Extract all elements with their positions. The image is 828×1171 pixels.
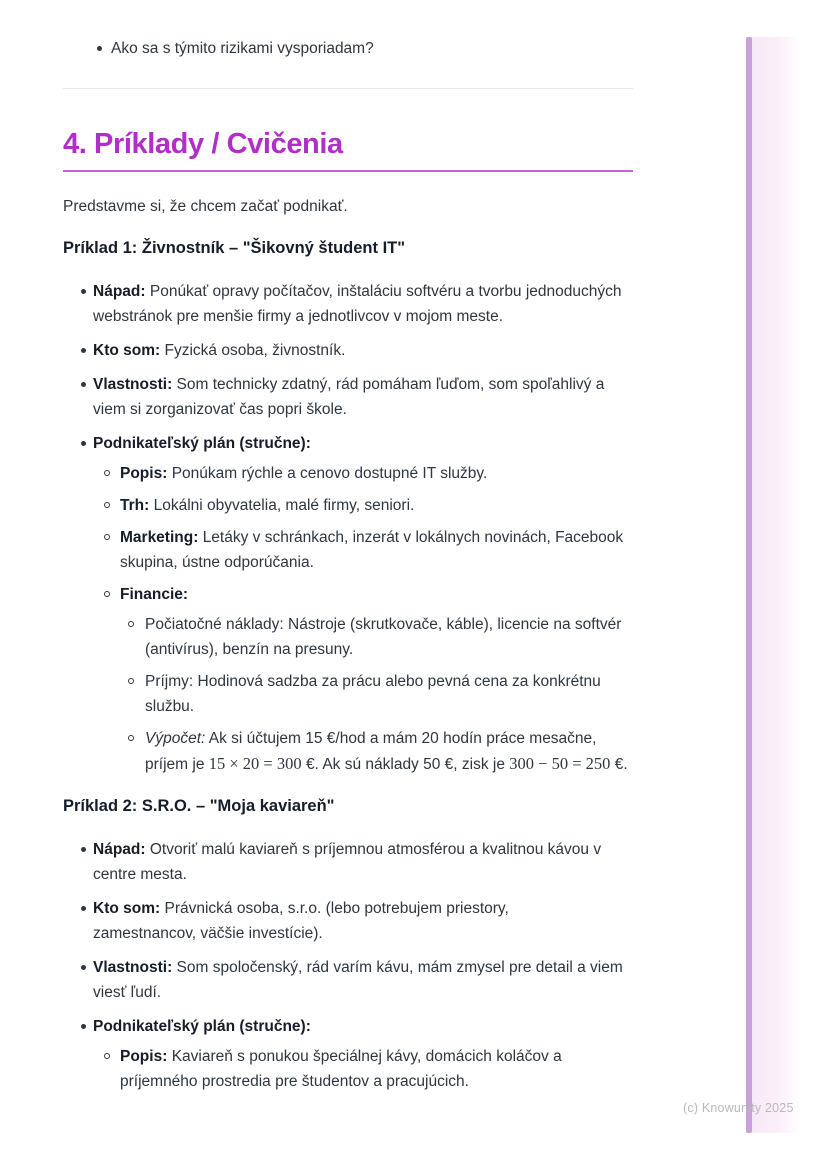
math-expression: 300 − 50 = 250 xyxy=(509,754,611,773)
list-item-kto-som xyxy=(93,896,573,946)
list-item-vypocet xyxy=(145,726,633,777)
item-text: Počiatočné náklady: Nástroje (skrutkovače, káble), licencie na softvér (antivírus), benzín na presuny. xyxy=(145,616,622,658)
list-item-vlastnosti xyxy=(93,372,633,422)
list-item-popis xyxy=(120,461,633,486)
item-label-italic: Výpočet: xyxy=(145,730,206,747)
item-text: Fyzická osoba, živnostník. xyxy=(164,342,346,359)
example-2-title: Príklad 2: S.R.O. – "Moja kaviareň" xyxy=(63,797,335,815)
item-text: Lokálni obyvatelia, malé firmy, seniori. xyxy=(153,497,415,514)
item-text: Právnická osoba, s.r.o. (lebo potrebujem priestory, zamestnancov, väčšie investície). xyxy=(93,900,509,942)
item-label: Popis: xyxy=(120,465,168,482)
item-label: Vlastnosti: xyxy=(93,376,173,393)
example-1-title: Príklad 1: Živnostník – "Šikovný študent IT" xyxy=(63,239,406,257)
item-label: Nápad: xyxy=(93,841,146,858)
item-label: Kto som: xyxy=(93,342,161,359)
item-text: Letáky v schránkach, inzerát v lokálnych novinách, Facebook skupina, ústne odporúčania. xyxy=(120,529,624,571)
item-text: Kaviareň s ponukou špeciálnej kávy, domácich koláčov a príjemného prostredia pre študentov a pracujúcich. xyxy=(120,1048,562,1090)
item-text: Som technicky zdatný, rád pomáham ľuďom, som spoľahlivý a viem si zorganizovať čas popri škole. xyxy=(93,376,605,418)
document-content xyxy=(63,0,633,1103)
item-text: Som spoločenský, rád varím kávu, mám zmysel pre detail a viem viesť ľudí. xyxy=(93,959,623,1001)
list-item-marketing xyxy=(120,525,633,575)
list-item-naklady xyxy=(145,612,633,662)
item-text: Ponúkať opravy počítačov, inštaláciu softvéru a tvorbu jednoduchých webstránok pre menšie firmy a jednotlivcov v mojom meste. xyxy=(93,283,622,325)
item-label: Financie: xyxy=(120,586,189,603)
item-text: Ak si účtujem 15 €/hod a mám 20 hodín práce mesačne, príjem je xyxy=(145,730,597,773)
example-2-list xyxy=(63,837,633,1094)
page-edge-accent-bar xyxy=(746,37,752,1133)
item-label: Popis: xyxy=(120,1048,168,1065)
lead-paragraph: Predstavme si, že chcem začať podnikať. xyxy=(63,198,348,215)
item-text: Ponúkam rýchle a cenovo dostupné IT služby. xyxy=(171,465,488,482)
item-label: Podnikateľský plán (stručne): xyxy=(93,435,311,452)
list-item-popis xyxy=(120,1044,633,1094)
item-label: Kto som: xyxy=(93,900,161,917)
item-text: Príjmy: Hodinová sadzba za prácu alebo pevná cena za konkrétnu službu. xyxy=(145,673,601,715)
section-divider xyxy=(63,88,633,89)
item-text: Otvoriť malú kaviareň s príjemnou atmosférou a kvalitnou kávou v centre mesta. xyxy=(93,841,602,883)
item-text: €. xyxy=(614,756,628,773)
financie-sublist xyxy=(120,612,633,777)
item-label: Podnikateľský plán (stručne): xyxy=(93,1018,311,1035)
math-expression: 15 × 20 = 300 xyxy=(208,754,302,773)
plan-sublist xyxy=(93,461,633,777)
section-heading: 4. Príklady / Cvičenia xyxy=(63,127,633,172)
list-item-trh xyxy=(120,493,633,518)
list-item-plan xyxy=(93,431,633,777)
list-item-risks-question xyxy=(63,36,633,61)
example-1-list xyxy=(63,279,633,777)
item-text: €. Ak sú náklady 50 €, zisk je xyxy=(305,756,505,773)
list-item-plan xyxy=(93,1014,633,1094)
item-label: Vlastnosti: xyxy=(93,959,173,976)
item-label: Trh: xyxy=(120,497,150,514)
footer-copyright: (c) Knowunity 2025 xyxy=(683,1101,794,1115)
list-item-financie xyxy=(120,582,633,777)
item-label: Nápad: xyxy=(93,283,146,300)
list-item-vlastnosti xyxy=(93,955,633,1005)
page-edge-highlight xyxy=(752,37,800,1133)
list-item-napad xyxy=(93,837,633,887)
item-label: Marketing: xyxy=(120,529,199,546)
list-item-napad xyxy=(93,279,633,329)
plan-sublist xyxy=(93,1044,633,1094)
list-item-prijmy xyxy=(145,669,633,719)
list-item-kto-som xyxy=(93,338,633,363)
previous-section-list xyxy=(63,36,633,61)
list-item-text: Ako sa s týmito rizikami vysporiadam? xyxy=(111,40,374,57)
